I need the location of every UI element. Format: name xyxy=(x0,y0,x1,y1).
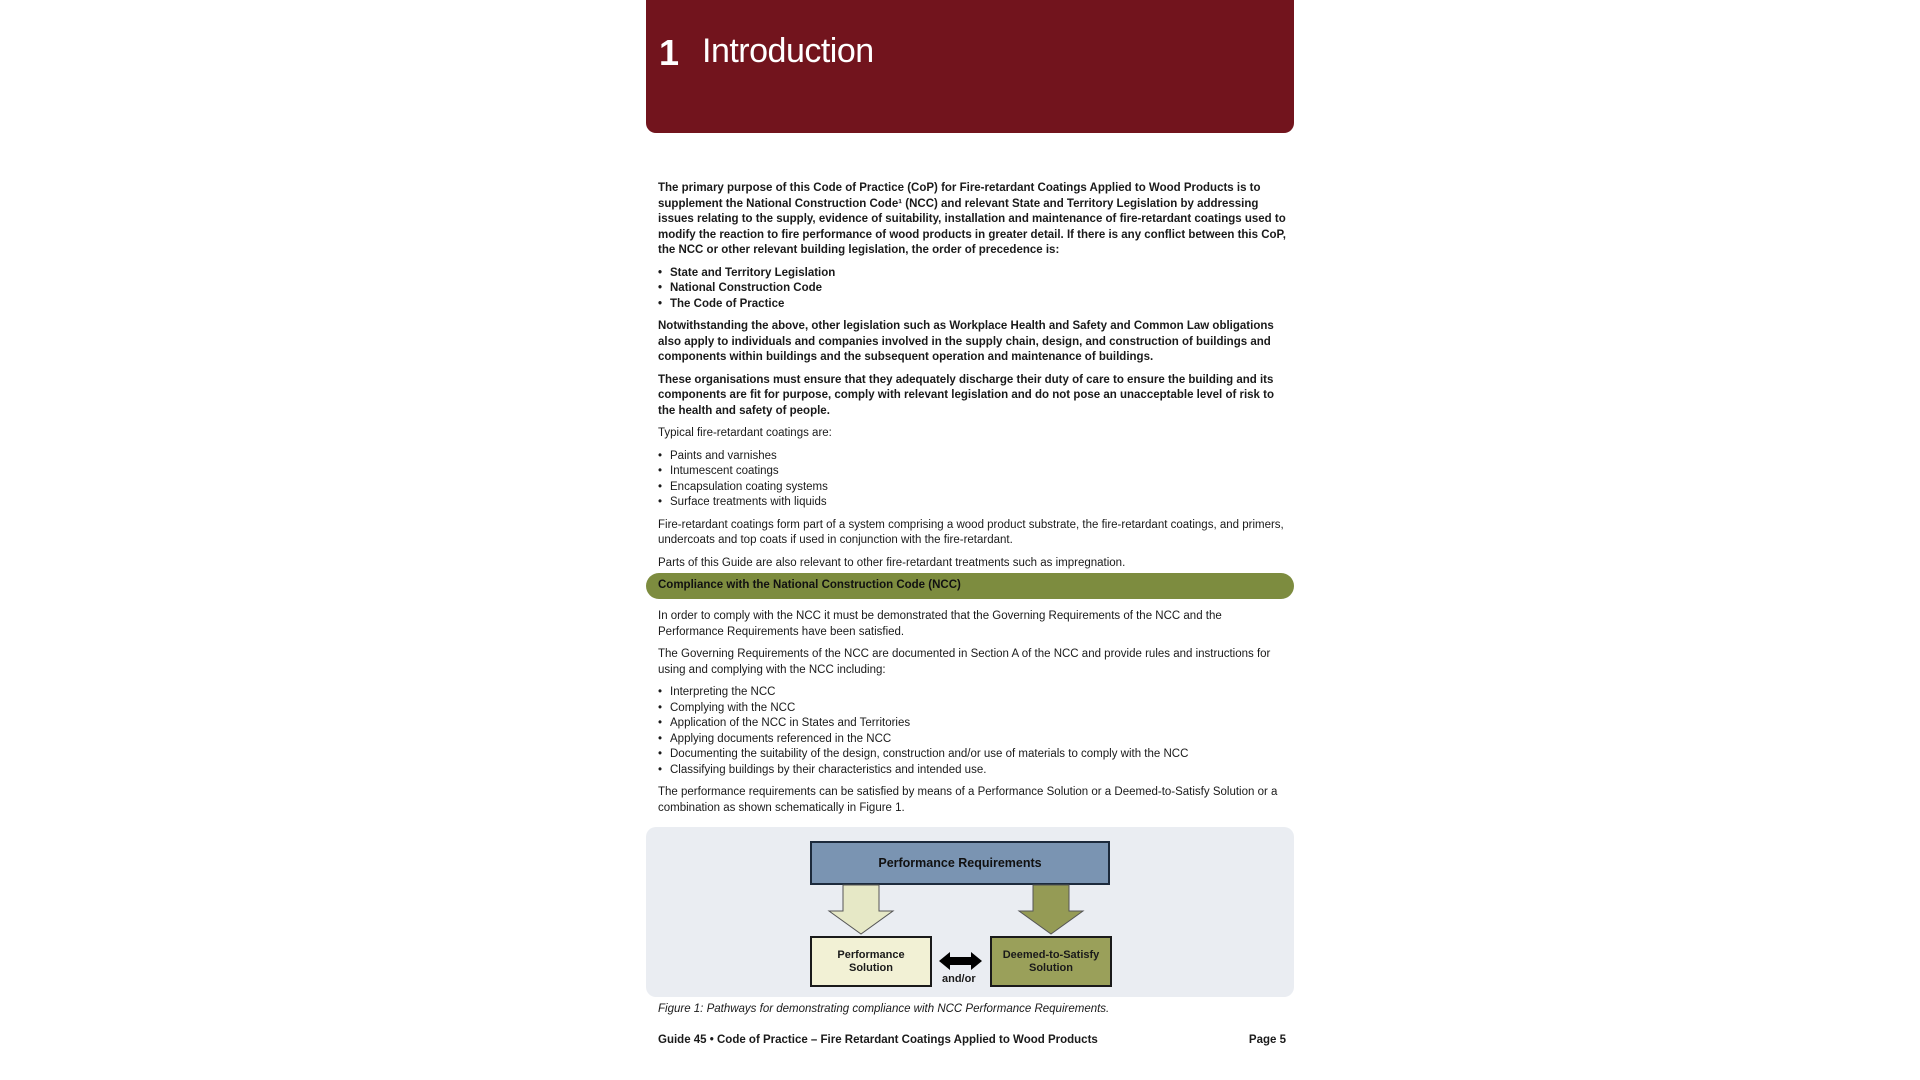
section-body xyxy=(658,609,1286,823)
intro-paragraph-5: Fire-retardant coatings form part of a system comprising a wood product substrate, the fire-retardant coatings, and primers, undercoats and top coats if used in conjunction with the fire-retardant. xyxy=(658,518,1284,546)
figure-caption: Figure 1: Pathways for demonstrating compliance with NCC Performance Requirements. xyxy=(658,1003,1110,1015)
list-item: • Paints and varnishes xyxy=(658,449,1286,465)
and-or-label: and/or xyxy=(942,973,976,985)
double-headed-arrow xyxy=(939,952,982,970)
document-page xyxy=(646,0,1294,1080)
section-paragraph-2: The Governing Requirements of the NCC are documented in Section A of the NCC and provide rules and instructions for using and complying with the NCC including: xyxy=(658,648,1271,676)
page-number: Page 5 xyxy=(1248,1034,1286,1046)
intro-paragraph-4: Typical fire-retardant coatings are: xyxy=(658,427,832,439)
section-heading-bar xyxy=(646,573,1294,599)
chapter-title: Introduction xyxy=(702,32,874,70)
footer-title: Guide 45 • Code of Practice – Fire Retardant Coatings Applied to Wood Products xyxy=(658,1034,1098,1046)
left-down-arrow xyxy=(829,885,893,934)
intro-paragraph-6: Parts of this Guide are also relevant to other fire-retardant treatments such as impregnation. xyxy=(658,556,1126,569)
section-heading: Compliance with the National Construction Code (NCC) xyxy=(658,579,961,591)
list-item: • Encapsulation coating systems xyxy=(658,480,1286,496)
intro-paragraph-3: These organisations must ensure that they adequately discharge their duty of care to ensure the building and its components are fit for purpose, comply with relevant legislation and do not pose an unacceptable level of risk to the health and safety of people. xyxy=(658,373,1275,417)
list-item: • State and Territory Legislation xyxy=(658,266,1286,282)
list-item: • Classifying buildings by their characteristics and intended use. xyxy=(658,763,1286,779)
list-item: • Interpreting the NCC xyxy=(658,685,1286,701)
chapter-number: 1 xyxy=(659,32,680,73)
section-paragraph-3: The performance requirements can be satisfied by means of a Performance Solution or a Deemed-to-Satisfy Solution or a combination as shown schematically in Figure 1. xyxy=(658,786,1278,814)
performance-requirements-box: Performance Requirements xyxy=(810,841,1110,885)
intro-body xyxy=(658,181,1286,578)
intro-paragraph-1: The primary purpose of this Code of Practice (CoP) for Fire-retardant Coatings Applied to Wood Products is to supplement the National Construction Code¹ (NCC) and relevant State and Territory Legislation by addressing issues relating to the supply, evidence of suitability, installation and maintenance of fire-retardant coatings used to modify the reaction to fire performance of wood products in greater detail. If there is any conflict between this CoP, the NCC or other relevant building legislation, the order of precedence is: xyxy=(658,182,1286,256)
list-item: • National Construction Code xyxy=(658,281,1286,297)
figure-diagram xyxy=(646,827,1294,997)
list-item: • Documenting the suitability of the design, construction and/or use of materials to comply with the NCC xyxy=(658,747,1286,763)
right-down-arrow xyxy=(1019,885,1083,934)
deemed-to-satisfy-box: Deemed-to-Satisfy Solution xyxy=(990,936,1112,987)
precedence-list xyxy=(658,266,1286,313)
performance-solution-box: Performance Solution xyxy=(810,936,932,987)
list-item: • Complying with the NCC xyxy=(658,701,1286,717)
ncc-items-list xyxy=(658,685,1286,778)
list-item: • Applying documents referenced in the NCC xyxy=(658,732,1286,748)
list-item: • Surface treatments with liquids xyxy=(658,495,1286,511)
diagram-arrows xyxy=(646,827,1294,997)
page-footer xyxy=(658,1034,1286,1046)
section-paragraph-1: In order to comply with the NCC it must be demonstrated that the Governing Requirements of the NCC and the Performance Requirements have been satisfied. xyxy=(658,610,1222,638)
list-item: • Application of the NCC in States and Territories xyxy=(658,716,1286,732)
list-item: • Intumescent coatings xyxy=(658,464,1286,480)
coatings-list xyxy=(658,449,1286,511)
chapter-header xyxy=(646,0,1294,133)
intro-paragraph-2: Notwithstanding the above, other legislation such as Workplace Health and Safety and Common Law obligations also apply to individuals and companies involved in the supply chain, design, and construction of buildings and components within buildings and the subsequent operation and maintenance of buildings. xyxy=(658,320,1274,363)
list-item: • The Code of Practice xyxy=(658,297,1286,313)
